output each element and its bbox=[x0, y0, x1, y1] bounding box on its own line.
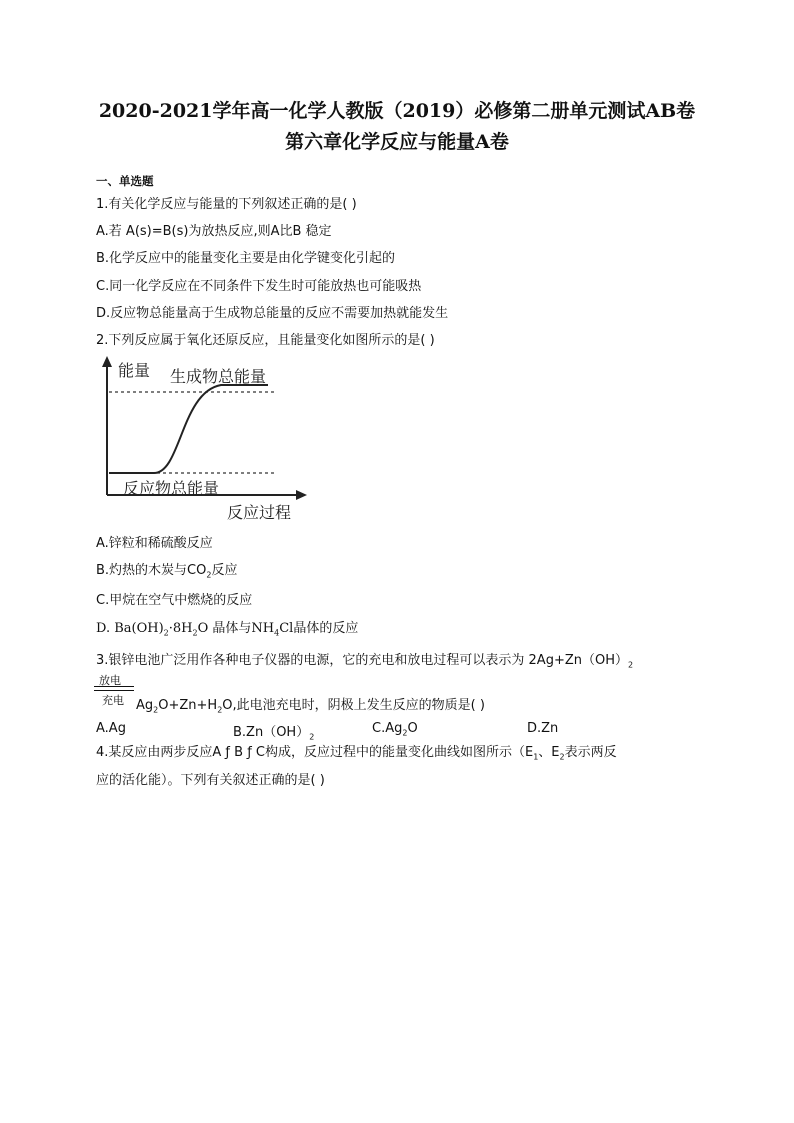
y-axis-arrow bbox=[102, 356, 112, 367]
question-4-stem-line1: 4.某反应由两步反应A ƒ B ƒ C构成，反应过程中的能量变化曲线如图所示（$E_1$、$E_2$表示两反 bbox=[96, 745, 617, 762]
document-title-line1: 2020-2021学年高一化学人教版（2019）必修第二册单元测试AB卷 bbox=[98, 100, 696, 122]
question-3-equation-continued: $Ag_2O+Zn+H_2O$,此电池充电时，阴极上发生反应的物质是( ) bbox=[136, 698, 485, 715]
reversible-reaction-arrow bbox=[94, 672, 136, 706]
question-3-option-c: $C.Ag_2O$ bbox=[372, 721, 418, 738]
question-3-option-d: D.Zn bbox=[527, 721, 559, 736]
question-2-option-a: A.锌粒和稀硫酸反应 bbox=[96, 536, 213, 551]
forward-arrow-line bbox=[94, 686, 134, 687]
x-axis-label: 反应过程 bbox=[227, 503, 292, 522]
question-2-option-d: D. $Ba(OH)_2\cdot 8H_2O$ 晶体与$NH_4Cl$晶体的反应 bbox=[96, 621, 359, 638]
product-energy-label: 生成物总能量 bbox=[170, 367, 267, 386]
question-1-option-a: A.若 A(s)=B(s)为放热反应,则A比B 稳定 bbox=[96, 224, 332, 239]
document-title-line2: 第六章化学反应与能量A卷 bbox=[285, 131, 509, 153]
question-3-option-b: $B.Zn(OH)_2$ bbox=[233, 725, 315, 742]
reactant-energy-label: 反应物总能量 bbox=[123, 479, 220, 498]
x-axis-arrow bbox=[296, 490, 307, 500]
question-3-option-a: A.Ag bbox=[96, 721, 126, 736]
energy-curve bbox=[109, 385, 268, 473]
question-2-option-c: C.甲烷在空气中燃烧的反应 bbox=[96, 593, 253, 608]
discharge-label: 放电 bbox=[99, 674, 121, 687]
question-1-option-b: B.化学反应中的能量变化主要是由化学键变化引起的 bbox=[96, 251, 396, 266]
question-1-option-c: C.同一化学反应在不同条件下发生时可能放热也可能吸热 bbox=[96, 279, 422, 294]
question-2-stem: 2.下列反应属于氧化还原反应，且能量变化如图所示的是( ) bbox=[96, 333, 435, 348]
y-axis-label: 能量 bbox=[118, 361, 151, 380]
question-1-stem: 1.有关化学反应与能量的下列叙述正确的是( ) bbox=[96, 197, 357, 212]
reverse-arrow-line bbox=[94, 690, 134, 691]
energy-diagram bbox=[96, 352, 316, 524]
question-4-stem-line2: 应的活化能）。下列有关叙述正确的是( ) bbox=[96, 773, 325, 788]
section-heading: 一、单选题 bbox=[96, 174, 154, 188]
question-2-option-b: B.灼热的木炭与$CO_2$反应 bbox=[96, 563, 238, 580]
question-3-stem: 3.银锌电池广泛用作各种电子仪器的电源，它的充电和放电过程可以表示为 $2Ag+Zn(OH)_2$ bbox=[96, 653, 634, 670]
question-1-option-d: D.反应物总能量高于生成物总能量的反应不需要加热就能发生 bbox=[96, 306, 449, 321]
charge-label: 充电 bbox=[102, 694, 124, 707]
